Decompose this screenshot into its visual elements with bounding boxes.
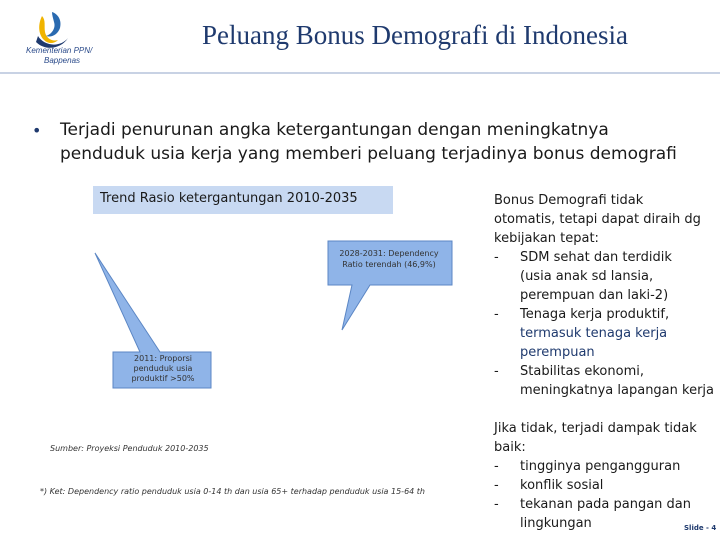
panel-intro-line-3: kebijakan tepat: <box>494 231 599 246</box>
list-item-continuation: (usia anak sd lansia, <box>520 269 654 284</box>
slide-number: Slide - 4 <box>684 524 717 532</box>
bullet-line-2: penduduk usia kerja yang memberi peluang terjadinya bonus demografi <box>60 144 677 164</box>
list-item <box>494 248 716 267</box>
panel-consequence-line-1: Jika tidak, terjadi dampak tidak <box>494 421 697 436</box>
list-item <box>494 457 716 476</box>
list-item <box>494 362 716 381</box>
callout-top-line-1: 2028-2031: Dependency <box>339 249 439 258</box>
logo-text-bappenas: Bappenas <box>44 56 81 65</box>
dash-marker: - <box>494 307 499 322</box>
callout-top-text <box>334 248 444 270</box>
list-item-text: tingginya pengangguran <box>520 459 681 474</box>
chart-footnote: *) Ket: Dependency ratio penduduk usia 0-14 th dan usia 65+ terhadap penduduk usia 15-64 th <box>40 487 425 496</box>
list-item-text: konflik sosial <box>520 478 604 493</box>
list-item-continuation: perempuan dan laki-2) <box>520 288 669 303</box>
list-item-text: Tenaga kerja produktif, <box>520 307 670 322</box>
bullet-icon: • <box>32 121 42 140</box>
list-item-continuation: lingkungan <box>520 516 592 531</box>
list-item-highlight: perempuan <box>520 345 595 360</box>
callout-left-line-1: 2011: Proporsi <box>134 354 192 363</box>
dampak-panel <box>494 419 716 533</box>
dash-marker: - <box>494 497 499 512</box>
list-item-continuation: meningkatnya lapangan kerja <box>520 383 715 398</box>
logo-text-ministry: Kementerian PPN/ <box>26 46 93 55</box>
list-item <box>494 305 716 324</box>
callout-left-line-2: penduduk usia <box>133 364 193 373</box>
callout-top-line-2: Ratio terendah (46,9%) <box>342 260 436 269</box>
bullet-line-1: Terjadi penurunan angka ketergantungan dengan meningkatnya <box>60 120 609 140</box>
list-item-text: tekanan pada pangan dan <box>520 497 692 512</box>
callout-left-line-3: produktif >50% <box>131 374 195 383</box>
panel-intro-line-1: Bonus Demografi tidak <box>494 193 644 208</box>
list-item-text: SDM sehat dan terdidik <box>520 250 672 265</box>
chart-source: Sumber: Proyeksi Penduduk 2010-2035 <box>50 444 209 453</box>
panel-consequence-line-2: baik: <box>494 440 526 455</box>
list-item-highlight: termasuk tenaga kerja <box>520 326 668 341</box>
callout-left-text <box>118 354 208 384</box>
chart-title: Trend Rasio ketergantungan 2010-2035 <box>100 191 358 206</box>
list-item <box>494 476 716 495</box>
dash-marker: - <box>494 478 499 493</box>
list-item-text: Stabilitas ekonomi, <box>520 364 644 379</box>
dash-marker: - <box>494 459 499 474</box>
dash-marker: - <box>494 250 499 265</box>
list-item <box>494 495 716 514</box>
bonus-demografi-panel <box>494 191 716 400</box>
dash-marker: - <box>494 364 499 379</box>
slide-title: Peluang Bonus Demografi di Indonesia <box>202 20 628 50</box>
panel-intro-line-2: otomatis, tetapi dapat diraih dg <box>494 212 701 227</box>
